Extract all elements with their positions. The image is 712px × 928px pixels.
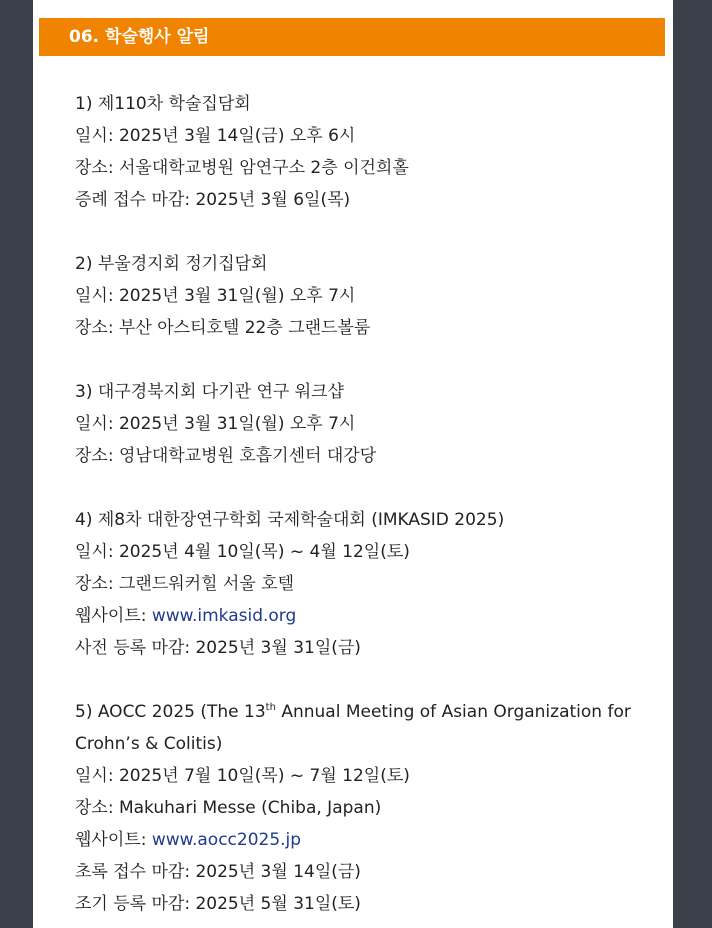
event-deadline: 증례 접수 마감: 2025년 3월 6일(목) [75, 190, 351, 210]
event-title: 4) 제8차 대한장연구학회 국제학술대회 (IMKASID 2025) [75, 510, 505, 530]
event-venue: 장소: 영남대학교병원 호흡기센터 대강당 [75, 446, 377, 466]
spacer [75, 664, 635, 696]
event-datetime: 일시: 2025년 7월 10일(목) ~ 7월 12일(토) [75, 766, 410, 786]
event-abstract-deadline: 초록 접수 마감: 2025년 3월 14일(금) [75, 862, 361, 882]
event-early-deadline: 조기 등록 마감: 2025년 5월 31일(토) [75, 894, 361, 914]
event-venue: 장소: Makuhari Messe (Chiba, Japan) [75, 798, 382, 818]
event-datetime: 일시: 2025년 3월 31일(월) 오후 7시 [75, 286, 356, 306]
event-title-suffix: Annual Meeting of Asian Organization for [275, 702, 631, 722]
spacer [75, 344, 635, 376]
section-header [39, 18, 665, 56]
event-datetime: 일시: 2025년 3월 31일(월) 오후 7시 [75, 414, 356, 434]
event-title: 2) 부울경지회 정기집담회 [75, 254, 268, 274]
event-title-line2: Crohn’s & Colitis) [75, 734, 223, 754]
event-venue: 장소: 부산 아스티호텔 22층 그랜드볼룸 [75, 318, 371, 338]
website-link[interactable]: www.aocc2025.jp [151, 830, 302, 850]
event-item-3 [75, 376, 635, 472]
event-item-2 [75, 248, 635, 344]
event-website [75, 600, 635, 632]
newsletter-page [33, 0, 673, 928]
event-title: 1) 제110차 학술집담회 [75, 94, 251, 114]
event-venue: 장소: 서울대학교병원 암연구소 2층 이건희홀 [75, 158, 409, 178]
section-title: 06. 학술행사 알림 [69, 27, 210, 47]
event-venue: 장소: 그랜드워커힐 서울 호텔 [75, 574, 295, 594]
event-website [75, 824, 635, 856]
event-list [75, 88, 635, 920]
event-item-1 [75, 88, 635, 216]
event-title [75, 696, 635, 728]
event-title-prefix: 5) AOCC 2025 (The 13 [75, 702, 266, 722]
event-item-5 [75, 696, 635, 920]
website-label: 웹사이트: [75, 606, 152, 626]
event-item-4 [75, 504, 635, 664]
event-title-superscript: th [265, 702, 276, 713]
event-deadline: 사전 등록 마감: 2025년 3월 31일(금) [75, 638, 361, 658]
website-label: 웹사이트: [75, 830, 152, 850]
spacer [75, 216, 635, 248]
spacer [75, 472, 635, 504]
event-title: 3) 대구경북지회 다기관 연구 워크샵 [75, 382, 344, 402]
website-link[interactable]: www.imkasid.org [151, 606, 297, 626]
event-datetime: 일시: 2025년 4월 10일(목) ~ 4월 12일(토) [75, 542, 410, 562]
event-datetime: 일시: 2025년 3월 14일(금) 오후 6시 [75, 126, 356, 146]
